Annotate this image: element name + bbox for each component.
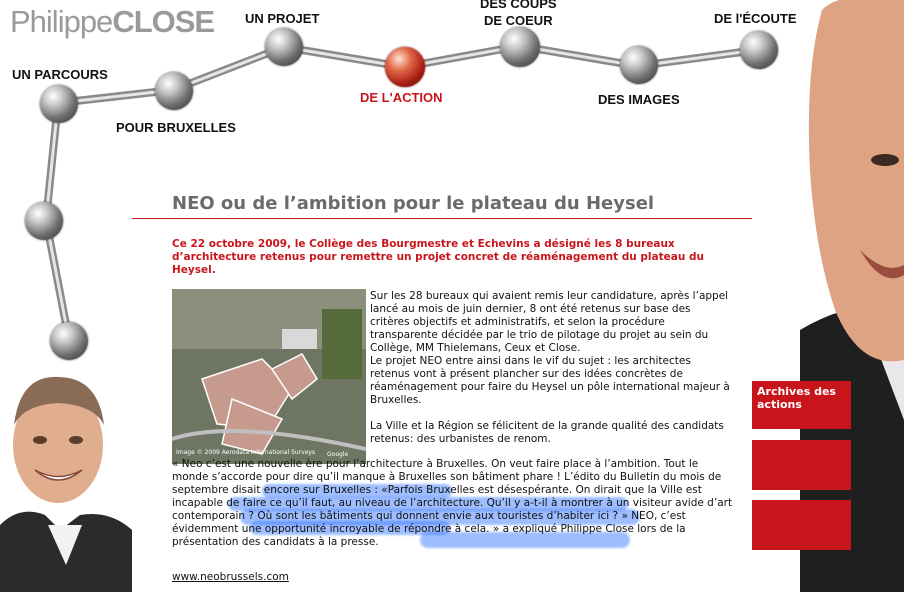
decor-ball-1 <box>25 202 63 240</box>
aerial-photo <box>172 289 366 464</box>
article-paragraph-1: Sur les 28 bureaux qui avaient remis leur candidature, après l’appel lancé au mois de juin dernier, 8 ont été retenus sur base des critères objectifs et administratifs, et selon la procédure transparente décidée par le trio de pilotage du projet au sein du Collège, MM Thielemans, Ceux et Close. <box>370 290 729 354</box>
nav-item-images[interactable]: DES IMAGES <box>598 92 680 107</box>
logo-last-name: CLOSE <box>112 4 215 39</box>
article-intro: Ce 22 octobre 2009, le Collège des Bourgmestre et Echevins a désigné les 8 bureaux d’architecture retenus pour remettre un projet concret de réaménagement du plateau du Heysel. <box>172 238 704 276</box>
nav-item-coups-line1: DES COUPS <box>480 0 557 11</box>
nav-item-parcours[interactable]: UN PARCOURS <box>12 67 108 82</box>
portrait-photo-left <box>0 365 132 592</box>
archives-label: Archives des actions <box>757 385 836 411</box>
nav-item-coups-line2: DE COEUR <box>483 13 553 28</box>
page-title: NEO ou de l’ambition pour le plateau du Heysel <box>172 193 655 214</box>
nav-ball-bruxelles[interactable] <box>155 72 193 110</box>
nav-ball-parcours[interactable] <box>40 85 78 123</box>
aerial-photo-image <box>172 289 366 464</box>
nav-ball-action[interactable] <box>385 47 425 87</box>
nav-item-projet[interactable]: UN PROJET <box>245 11 320 26</box>
paragraph-spacer <box>370 407 730 420</box>
nav-item-coups-de-coeur[interactable] <box>480 0 557 29</box>
photo-overlay: Google <box>327 451 349 458</box>
logo-first-name: Philippe <box>10 4 113 39</box>
nav-ball-projet[interactable] <box>265 28 303 66</box>
archives-button[interactable] <box>752 381 851 429</box>
article-quote: « Neo c’est une nouvelle ère pour l’architecture à Bruxelles. On veut faire place à l’ambition. Tout le monde s’accorde pour dire qu’il manque à Bruxelles son bâtiment phare ! L’édito du Bulletin du mois de septembre disait encore sur Bruxelles : «Parfois Bruxelles est désespérante. On dirait que la Ville est incapable de faire ce qu’il faut, au niveau de l’architecture. Qu’il y a-t-il à montrer à un visiteur avide d’art contemporain ? Où sont les bâtiments qui donnent envie aux touristes d’habiter ici ? » NEO, c’est évidemment une opportunité incroyable de répondre à cela. » a expliqué Philippe Close lors de la présentation des candidats à la presse. <box>172 458 733 548</box>
article-paragraph-3: La Ville et la Région se félicitent de la grande qualité des candidats retenus: des urbanistes de renom. <box>370 420 724 445</box>
nav-ball-coups-de-coeur[interactable] <box>500 27 540 67</box>
title-divider <box>132 218 752 219</box>
nav-item-action[interactable]: DE L'ACTION <box>360 90 443 105</box>
sidebar-box-2[interactable] <box>752 440 851 490</box>
decor-ball-2 <box>50 322 88 360</box>
external-link[interactable]: www.neobrussels.com <box>172 571 289 583</box>
photo-caption: Image © 2009 Aerodata International Surveys <box>176 449 316 456</box>
nav-item-ecoute[interactable]: DE l'ÉCOUTE <box>714 11 797 26</box>
sidebar-box-3[interactable] <box>752 500 851 550</box>
nav-ball-images[interactable] <box>620 46 658 84</box>
nav-item-bruxelles[interactable]: POUR BRUXELLES <box>116 120 236 135</box>
nav-ball-ecoute[interactable] <box>740 31 778 69</box>
article-paragraph-2: Le projet NEO entre ainsi dans le vif du sujet : les architectes retenus vont à présent plancher sur des idées concrètes de réaménagement pour faire du Heysel un pôle international majeur à Bruxelles. <box>370 355 730 406</box>
